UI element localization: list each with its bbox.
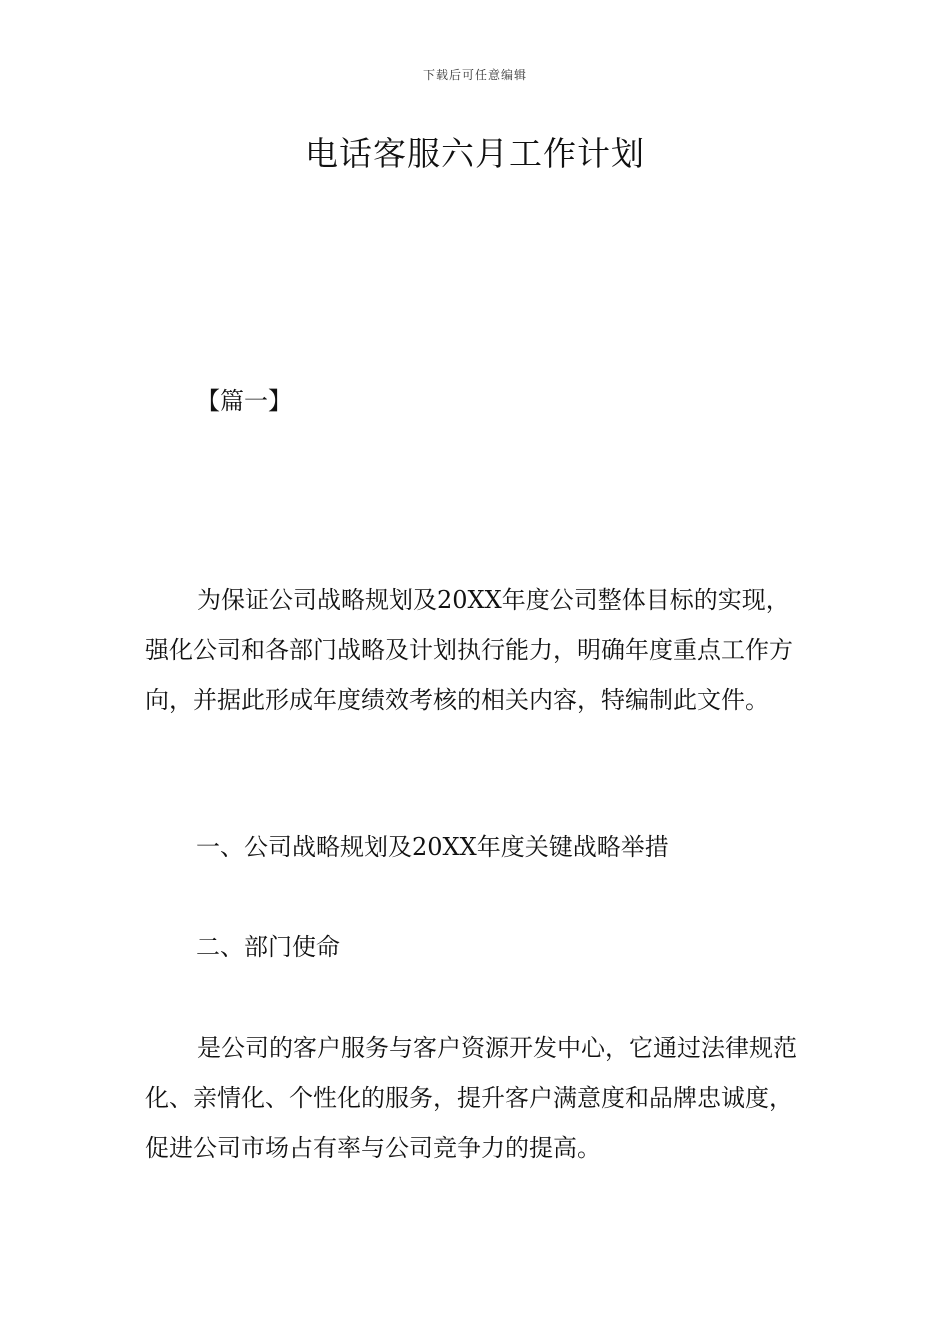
section-heading-mission: 二、部门使命 xyxy=(196,933,340,961)
header-note: 下载后可任意编辑 xyxy=(422,68,527,82)
section-heading-strategy: 一、公司战略规划及20XX年度关键战略举措 xyxy=(196,833,669,861)
section-tag: 【篇一】 xyxy=(196,387,292,415)
mission-paragraph: 是公司的客户服务与客户资源开发中心，它通过法律规范化、亲情化、个性化的服务，提升客户满意度和品牌忠诚度，促进公司市场占有率与公司竞争力的提高。 xyxy=(145,1034,797,1162)
intro-paragraph: 为保证公司战略规划及20XX年度公司整体目标的实现，强化公司和各部门战略及计划执行能力，明确年度重点工作方向，并据此形成年度绩效考核的相关内容，特编制此文件。 xyxy=(145,586,793,714)
document-title: 电话客服六月工作计划 xyxy=(305,134,645,173)
